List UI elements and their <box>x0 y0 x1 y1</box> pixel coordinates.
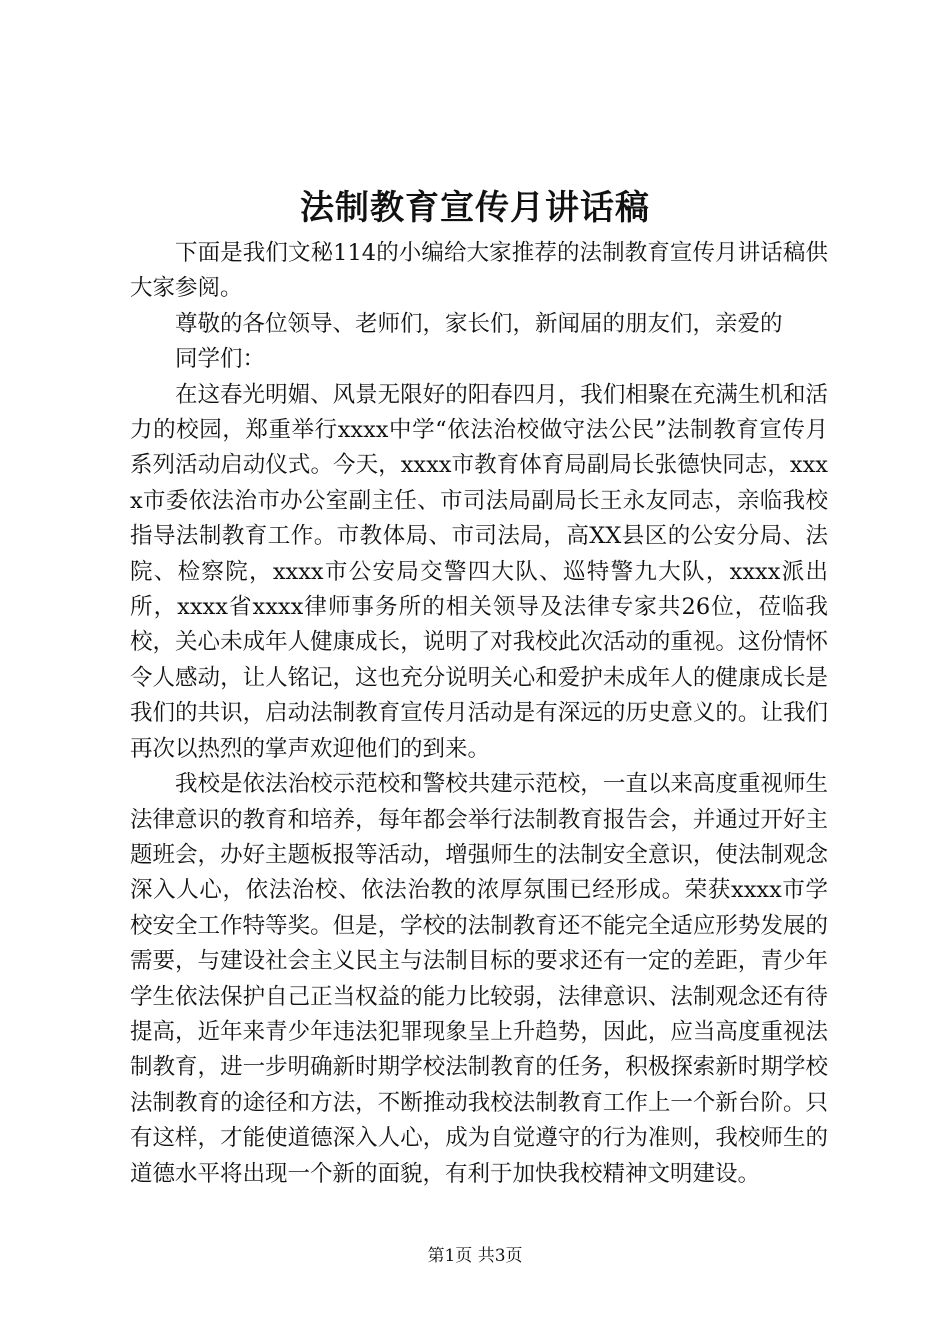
document-title: 法制教育宣传月讲话稿 <box>300 188 650 228</box>
salutation-continued: 同学们： <box>175 346 266 373</box>
intro-paragraph: 下面是我们文秘114的小编给大家推荐的法制教育宣传月讲话稿供大家参阅。 <box>130 240 828 302</box>
body-paragraph-2: 我校是依法治校示范校和警校共建示范校，一直以来高度重视师生法律意识的教育和培养，每年都会举行法制教育报告会，并通过开好主题班会，办好主题板报等活动，增强师生的法制安全意识，使法制观念深入人心，依法治校、依法治教的浓厚氛围已经形成。荣获xxxx市学校安全工作特等奖。但是，学校的法制教育还不能完全适应形势发展的需要，与建设社会主义民主与法制目标的要求还有一定的差距，青少年学生依法保护自己正当权益的能力比较弱，法律意识、法制观念还有待提高，近年来青少年违法犯罪现象呈上升趋势，因此，应当高度重视法制教育，进一步明确新时期学校法制教育的任务，积极探索新时期学校法制教育的途径和方法，不断推动我校法制教育工作上一个新台阶。只有这样，才能使道德深入人心，成为自觉遵守的行为准则，我校师生的道德水平将出现一个新的面貌，有利于加快我校精神文明建设。 <box>130 771 828 1187</box>
body-paragraph-1: 在这春光明媚、风景无限好的阳春四月，我们相聚在充满生机和活力的校园，郑重举行xxxx中学“依法治校做守法公民”法制教育宣传月系列活动启动仪式。今天，xxxx市教育体育局副局长张德快同志，xxxx市委依法治市办公室副主任、市司法局副局长王永友同志，亲临我校指导法制教育工作。市教体局、市司法局，高XX县区的公安分局、法院、检察院，xxxx市公安局交警四大队、巡特警九大队，xxxx派出所，xxxx省xxxx律师事务所的相关领导及法律专家共26位，莅临我校，关心未成年人健康成长，说明了对我校此次活动的重视。这份情怀令人感动，让人铭记，这也充分说明关心和爱护未成年人的健康成长是我们的共识，启动法制教育宣传月活动是有深远的历史意义的。让我们再次以热烈的掌声欢迎他们的到来。 <box>130 381 828 762</box>
document-body <box>130 236 828 1192</box>
page-number-footer: 第1页 共3页 <box>427 1246 523 1266</box>
salutation-paragraph: 尊敬的各位领导、老师们，家长们，新闻届的朋友们，亲爱的 <box>175 310 783 337</box>
